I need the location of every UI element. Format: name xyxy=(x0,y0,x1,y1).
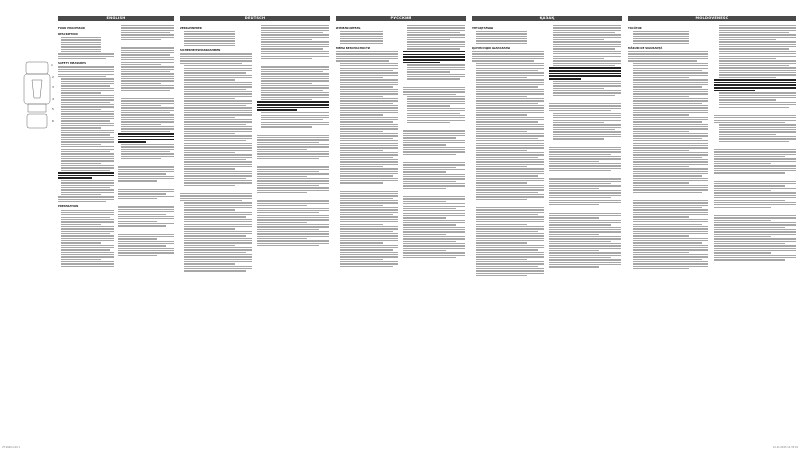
footer-timestamp: 12.11.2015 11:33:01 xyxy=(772,446,798,449)
section-title: ИЗМЕЛЬЧИТЕЛЬ xyxy=(336,27,361,30)
kazakh-column-1 xyxy=(472,24,544,449)
section-title: MĂSURI DE SIGURANȚĂ xyxy=(628,47,663,51)
deutsch-column-2 xyxy=(257,24,329,449)
section-title: TOCĂTOR xyxy=(628,27,642,30)
moldovan-column-1 xyxy=(628,24,708,449)
section-title: ZERKLEINERER xyxy=(180,27,202,30)
section-title: FOOD PROCESSOR xyxy=(58,27,85,30)
section-title: SAFETY MEASURES xyxy=(58,62,86,66)
russian-header: РУССКИЙ xyxy=(336,16,466,21)
moldovan-header: MOLDOVENESC xyxy=(628,16,796,21)
diagram-label: 3 xyxy=(52,85,54,89)
kazakh-header: ҚАЗАҚ xyxy=(472,16,622,21)
diagram-label: 4 xyxy=(52,97,54,101)
diagram-label: 2 xyxy=(52,75,54,79)
moldovan-column-2 xyxy=(714,24,796,449)
diagram-label: 5 xyxy=(52,107,54,111)
section-title: SICHERHEITSMASSNAHMEN xyxy=(180,49,221,53)
diagram-label: 6 xyxy=(52,119,54,123)
deutsch-header: DEUTSCH xyxy=(180,16,330,21)
russian-column-2 xyxy=(403,24,465,449)
english-column-2 xyxy=(118,24,174,449)
russian-column-1 xyxy=(336,24,398,449)
deutsch-column-1 xyxy=(180,24,252,449)
section-title: ҚАУІПСІЗДІК ШАРАЛАРЫ xyxy=(472,47,511,51)
english-header: ENGLISH xyxy=(58,16,174,21)
food-processor-illustration xyxy=(24,62,50,128)
section-title: PREPARATION xyxy=(58,205,79,209)
section-title: ҰНТАҚТАҒЫШ xyxy=(472,27,494,30)
product-diagram xyxy=(18,58,56,134)
diagram-label: 1 xyxy=(51,63,53,67)
section-title: DESCRIPTION xyxy=(58,33,78,36)
english-column-1 xyxy=(58,24,114,449)
kazakh-column-2 xyxy=(549,24,621,449)
footer-filename: VT-1640.indd 1 xyxy=(2,446,21,449)
section-title: МЕРЫ БЕЗОПАСНОСТИ xyxy=(336,47,370,51)
